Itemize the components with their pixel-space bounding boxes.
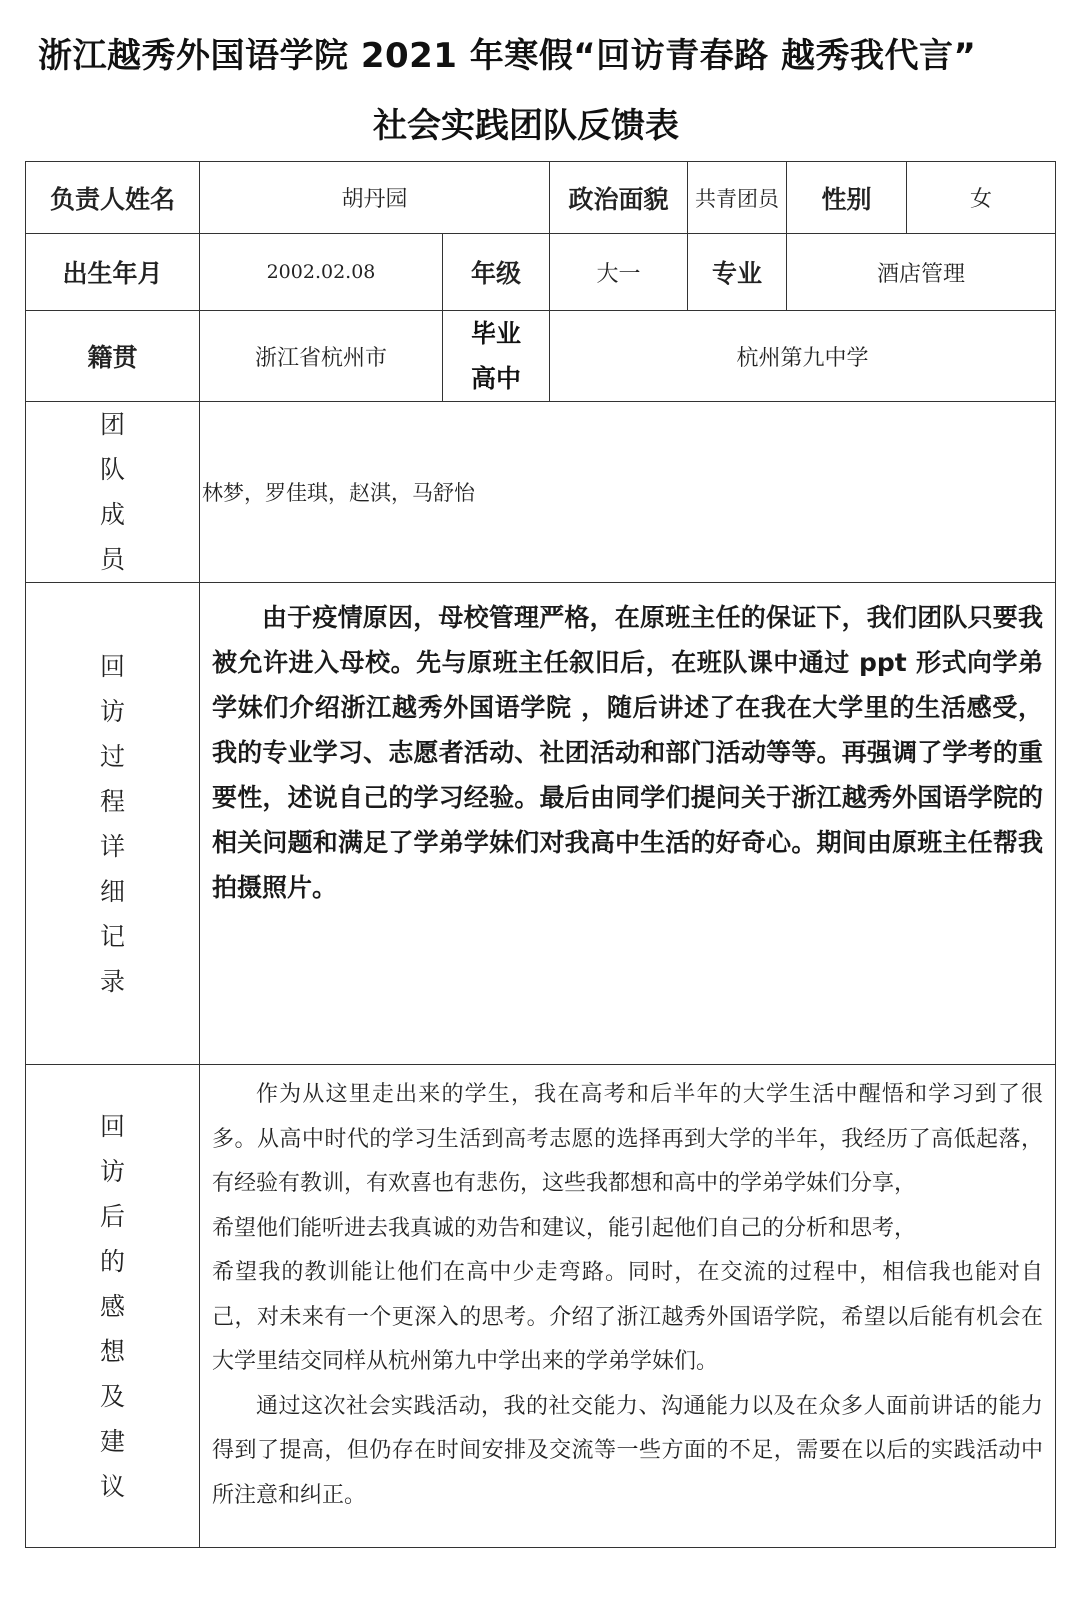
process-label-char: 访: [99, 696, 125, 726]
reflection-label-char: 感: [99, 1291, 125, 1321]
reflection-paragraph: 希望我的教训能让他们在高中少走弯路。同时，在交流的过程中，相信我也能对自己，对未来有一个更深入的思考。介绍了浙江越秀外国语学院，希望以后能有机会在大学里结交同样从杭州第九中学出来的学弟学妹们。: [212, 1260, 1044, 1374]
row-native-place: [26, 311, 1056, 402]
team-members-label-char: 员: [99, 545, 125, 574]
process-label-char: 记: [99, 921, 125, 951]
grade-label: 年级: [443, 234, 550, 311]
reflection-paragraph: 希望他们能听进去我真诚的劝告和建议，能引起他们自己的分析和思考，: [212, 1215, 917, 1241]
process-label: [26, 583, 200, 1065]
process-label-char: 录: [99, 966, 125, 996]
document-title: 浙江越秀外国语学院 2021 年寒假“回访青春路 越秀我代言”: [38, 36, 977, 76]
reflection-cell: [200, 1065, 1056, 1548]
reflection-label-char: 及: [99, 1381, 125, 1411]
reflection-label-char: 后: [99, 1201, 125, 1231]
reflection-label-char: 建: [99, 1426, 125, 1456]
reflection-label: [26, 1065, 200, 1548]
birth-label: 出生年月: [26, 234, 200, 311]
process-label-char: 详: [99, 831, 125, 861]
reflection-label-char: 议: [99, 1471, 125, 1501]
process-record-text: 由于疫情原因，母校管理严格，在原班主任的保证下，我们团队只要我被允许进入母校。先与原班主任叙旧后，在班队课中通过 ppt 形式向学弟学妹们介绍浙江越秀外国语学院 ，随后讲述了在我在大学里的生活感受，我的专业学习、志愿者活动、社团活动和部门活动等等。再强调了学考的重要性，述说自己的学习经验。最后由同学们提问关于浙江越秀外国语学院的相关问题和满足了学弟学妹们对我高中生活的好奇心。期间由原班主任帮我拍摄照片。: [212, 603, 1044, 902]
leader-name-label: 负责人姓名: [26, 162, 200, 234]
native-place-value: 浙江省杭州市: [200, 311, 443, 402]
row-birth: [26, 234, 1056, 311]
row-team-members: [26, 402, 1056, 583]
birth-value: 2002.02.08: [200, 234, 443, 311]
major-value: 酒店管理: [787, 234, 1056, 311]
row-leader: [26, 162, 1056, 234]
team-members-value: 林梦，罗佳琪，赵淇，马舒怡: [200, 402, 1056, 583]
gender-value: 女: [907, 162, 1056, 234]
reflection-label-char: 的: [99, 1246, 125, 1276]
feedback-form-table: [25, 161, 1056, 1548]
leader-name-value: 胡丹园: [200, 162, 550, 234]
process-label-char: 细: [99, 876, 125, 906]
political-status-value: 共青团员: [688, 162, 787, 234]
process-label-char: 过: [99, 741, 125, 771]
team-members-label-char: 成: [99, 500, 125, 529]
major-label: 专业: [688, 234, 787, 311]
graduated-school-label: [443, 311, 550, 402]
reflection-label-char: 想: [99, 1336, 125, 1366]
graduated-school-value: 杭州第九中学: [550, 311, 1056, 402]
reflection-label-char: 访: [99, 1156, 125, 1186]
row-process: [26, 583, 1056, 1065]
team-members-label: [26, 402, 200, 583]
graduated-school-label-line2: 高中: [471, 364, 522, 393]
process-label-char: 程: [99, 786, 125, 816]
political-status-label: 政治面貌: [550, 162, 688, 234]
process-label-char: 回: [99, 651, 125, 681]
reflection-paragraph: 通过这次社会实践活动，我的社交能力、沟通能力以及在众多人面前讲话的能力得到了提高，但仍存在时间安排及交流等一些方面的不足，需要在以后的实践活动中所注意和纠正。: [212, 1393, 1044, 1508]
row-reflection: [26, 1065, 1056, 1548]
gender-label: 性别: [787, 162, 907, 234]
team-members-label-char: 队: [99, 455, 125, 484]
reflection-label-char: 回: [99, 1111, 125, 1141]
graduated-school-label-line1: 毕业: [471, 319, 522, 348]
reflection-paragraph: 作为从这里走出来的学生，我在高考和后半年的大学生活中醒悟和学习到了很多。从高中时代的学习生活到高考志愿的选择再到大学的半年，我经历了高低起落，有经验有教训，有欢喜也有悲伤，这些我都想和高中的学弟学妹们分享，: [212, 1082, 1044, 1196]
team-members-label-char: 团: [99, 410, 125, 439]
grade-value: 大一: [550, 234, 688, 311]
process-record-cell: [200, 583, 1056, 1065]
native-place-label: 籍贯: [26, 311, 200, 402]
document-subtitle: 社会实践团队反馈表: [373, 106, 679, 146]
